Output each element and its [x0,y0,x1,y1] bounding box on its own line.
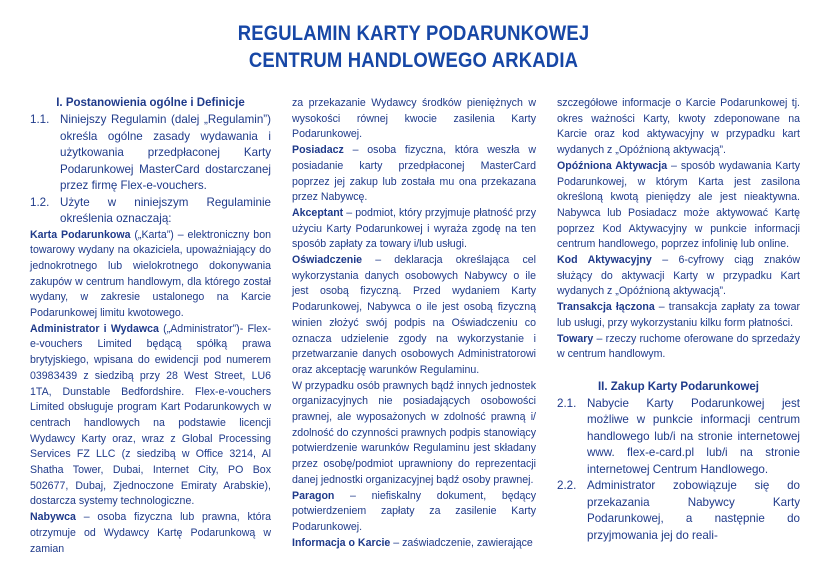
definition-term: Informacja o Karcie [292,536,391,549]
definition-term: Nabywca [30,511,76,524]
item-number: 2.1. [557,396,577,410]
definition [30,228,271,322]
definition [557,159,800,253]
definition-text: – rzeczy ruchome oferowane do sprzedaży w centrum handlowym. [557,332,800,361]
definition-term: Opóźniona Aktywacja [557,159,668,172]
item-text: Użyte w niniejszym Regulaminie określenia oznaczają: [60,195,271,225]
definition [292,536,536,552]
definition [292,143,536,206]
item-text: Administrator zobowiązuje się do przekazania Nabywcy Karty Podarunkowej, a następnie do przyjmowania jej do reali- [587,479,800,542]
item-text: Niniejszy Regulamin (dalej „Regulamin”) określa ogólne zasady wydawania i użytkowania przedpłaconej Karty Podarunkowej MasterCard dostarczanej przez firmę Flex-e-vouchers. [60,113,271,192]
definition [557,300,800,331]
item-number: 1.1. [30,113,50,126]
definition-text: – zaświadczenie, zawierające [390,536,533,549]
title-line-1: REGULAMIN KARTY PODARUNKOWEJ [237,22,590,45]
definition [30,322,271,510]
definition-term: Oświadczenie [292,254,363,267]
definition-text: („Administrator”)- Flex-e-vouchers Limited będącą spółką prawa brytyjskiego, wpisana do ewidencji pod numerem 03983439 z siedzibą przy 28 West Street, LU6 1TA, Dunstable Bedfordshire. Flex-e-vouchers Limited obsługuje program Kart Podarunkowych w centrach handlowych na podstawie licencji Wydawcy Karty oraz, wraz z Global Processing Services FZ LLC (z siedzibą w Office 3214, Al Shatha Tower, Dubai, Internet City, PO Box 502677, Dubaj, Zjednoczone Emiraty Arabskie), dostarcza systemy technologiczne. [30,322,271,508]
definition-text: – osoba fizyczna lub prawna, która otrzymuje od Wydawcy Kartę Podarunkową w zamian [30,511,271,555]
definition-continued: szczegółowe informacje o Karcie Podarunkowej tj. okres ważności Karty, kwoty zdeponowane na Karcie oraz kod aktywacyjny w przypadku kart wydanych z „Opóźnioną aktywacją”. [557,97,800,157]
definition-text: – sposób wydawania Karty Podarunkowej, w którym Karta jest zasilona określoną kwotą pieniędzy ale jest nieaktywna. Nabywca lub Posiadacz może aktywować Kartę poprzez Kod Aktywacyjny w punkcie informacji centrum handlowego, poprzez infolinię lub online. [557,159,800,251]
definition-term: Kod Aktywacyjny [557,254,652,267]
item-number: 1.2. [30,195,50,209]
definition-term: Towary [557,332,594,345]
item-text: Nabycie Karty Podarunkowej jest możliwe w punkcie informacji centrum handlowego lub/i na stronie internetowej www. flex-e-card.pl lub/i na stronie internetowej Centrum Handlowego. [587,396,800,476]
definition-paragraph: W przypadku osób prawnych bądź innych jednostek organizacyjnych nie posiadających osobowości prawnej, ale wyposażonych w zdolność prawną i/ zdolność do czynności prawnych podpis stanowiący potwierdzenie warunków Regulaminu jest składany przez osobę/podmiot uprawniony do reprezentacji danej jednostki organizacyjnej bądź osoby prawnej. [292,379,536,486]
column-2 [292,96,536,551]
definition-term: Paragon [292,489,335,502]
item-number: 2.2. [557,479,577,493]
definition [292,253,536,379]
definition-text: – niefiskalny dokument, będący potwierdzeniem zapłaty za zasilenie Karty Podarunkowej. [292,489,536,533]
definition [292,206,536,253]
definition-text: – 6-cyfrowy ciąg znaków służący do aktywacji Karty w przypadku Kart wydanych z „Opóźnioną aktywacją”. [557,254,801,298]
definition [292,489,536,536]
definition-text: („Karta”) – elektroniczny bon towarowy wydany na okaziciela, upoważniający do jednokrotnego lub wielokrotnego dokonywania zakupów w centrum handlowym, dla którego został wydany, w zakresie ustalonego na Karcie Podarunkowej limitu kwotowego. [30,228,271,320]
section-1-heading: I. Postanowienia ogólne i Definicje [56,97,245,109]
section-spacer [557,363,800,380]
definition [557,332,800,363]
numbered-item [30,112,271,195]
document-title [50,20,778,74]
column-1 [30,96,271,557]
definition-text: – transakcja zapłaty za towar lub usługi, przy wykorzystaniu kilku form płatności. [557,301,800,329]
definition [30,510,271,557]
numbered-item [30,195,271,228]
section-2-heading: II. Zakup Karty Podarunkowej [597,380,760,393]
title-line-2: CENTRUM HANDLOWEGO ARKADIA [248,49,579,72]
definition-text: – podmiot, który przyjmuje płatność przy użyciu Karty Podarunkowej i wyraża zgodę na ten sposób zapłaty za towary i/lub usługi. [292,206,536,251]
definition-term: Transakcja łączona [557,301,655,314]
numbered-item [557,478,800,544]
definition-continued: za przekazanie Wydawcy środków pieniężnych w wysokości równej kwocie zasilenia Karty Podarunkowej. [292,97,536,141]
numbered-item [557,396,800,479]
definition-term: Karta Podarunkowa [30,228,131,241]
definition-term: Akceptant [292,206,344,219]
definition-text: – deklaracja określająca cel wykorzystania danych osobowych Nabywcy o ile jest osobą fizyczną. Przed wydaniem Karty Podarunkowej, Nabywca o ile jest osobą fizyczną winien złożyć swój podpis na Oświadczeniu co oznacza udzielenie zgody na wykorzystanie i przetwarzanie danych osobowych Administratorowi oraz akceptację warunków Regulaminu. [292,254,536,376]
column-3 [557,96,800,544]
definition-term: Posiadacz [292,144,344,157]
definition-text: – osoba fizyczna, która weszła w posiadanie karty przedpłaconej MasterCard poprzez jej zakup lub została mu ona przekazana przez Nabywcę. [292,144,536,204]
definition [557,253,800,300]
definition-term: Administrator i Wydawca [30,322,159,335]
